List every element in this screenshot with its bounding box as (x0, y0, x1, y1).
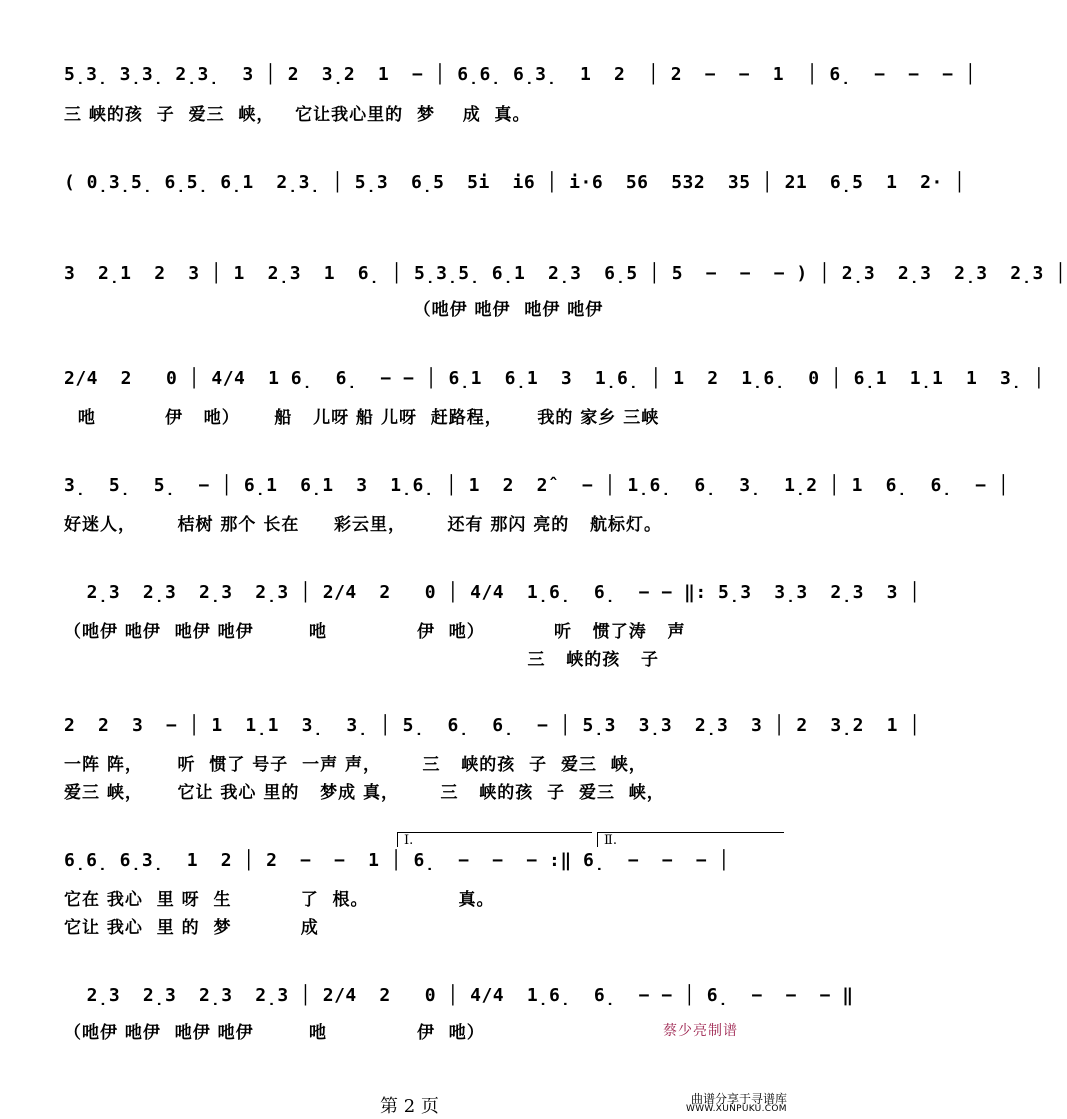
notation-line-6: 2̣3 2̣3 2̣3 2̣3 │ 2/4 2 0 │ 4/4 1̣6̣ 6̣ − − ‖: 5̣3 3̣3 2̣3 3 │ (64, 582, 921, 603)
lyric-line-8a: 它在 我心 里 呀 生 了 根。 真。 (64, 890, 495, 910)
notation-line-5: 3̣ 5̣ 5̣ − │ 6̣1 6̣1 3 1̣6̣ │ 1 2 2ˆ − │ 1̣6̣ 6̣ 3̣ 1̣2 │ 1 6̣ 6̣ − │ (64, 475, 1010, 496)
site-watermark: 曲谱分享于寻谱库 (691, 1092, 788, 1106)
notation-line-3: 3 2̣1 2 3 │ 1 2̣3 1 6̣ │ 5̣3̣5̣ 6̣1 2̣3 6̣5 │ 5 − − − ) │ 2̣3 2̣3 2̣3 2̣3 │ (64, 263, 1067, 284)
lyric-line-9a: （吔伊 吔伊 吔伊 吔伊 吔 伊 吔） (64, 1023, 485, 1043)
lyric-line-1a: 三 峡的孩 子 爱三 峡， 它让我心里的 梦 成 真。 (64, 105, 531, 125)
lyric-line-7b: 爱三 峡， 它让 我心 里的 梦成 真， 三 峡的孩 子 爱三 峡， (64, 783, 665, 803)
notation-line-7: 2 2 3 − │ 1 1̣1 3̣ 3̣ │ 5̣ 6̣ 6̣ − │ 5̣3 3̣3 2̣3 3 │ 2 3̣2 1 │ (64, 715, 921, 736)
volta-2-label: Ⅱ. (604, 833, 617, 848)
lyric-line-5a: 好迷人， 桔树 那个 长在 彩云里， 还有 那闪 亮的 航标灯。 (64, 515, 663, 535)
lyric-line-8b: 它让 我心 里 的 梦 成 (64, 918, 319, 938)
page-number: 第 2 页 (380, 1096, 439, 1117)
lyric-line-3a: （吔伊 吔伊 吔伊 吔伊 (40, 300, 604, 320)
notation-line-4: 2/4 2 0 │ 4/4 1 6̣ 6̣ − − │ 6̣1 6̣1 3 1̣6̣ │ 1 2 1̣6̣ 0 │ 6̣1 1̣1 1 3̣ │ (64, 368, 1045, 389)
site-url: WWW.XUNPUKU.COM (686, 1104, 787, 1114)
lyric-line-7a: 一阵 阵， 听 惯了 号子 一声 声， 三 峡的孩 子 爱三 峡， (64, 755, 647, 775)
notation-line-9: 2̣3 2̣3 2̣3 2̣3 │ 2/4 2 0 │ 4/4 1̣6̣ 6̣ − − │ 6̣ − − − ‖ (64, 985, 854, 1006)
lyric-line-4a: 吔 伊 吔） 船 儿呀 船 儿呀 赶路程， 我的 家乡 三峡 (64, 408, 660, 428)
volta-1-label: Ⅰ. (404, 833, 414, 848)
notation-line-2: ( 0̣3̣5̣ 6̣5̣ 6̣1 2̣3̣ │ 5̣3 6̣5 5i i6 │ i·6 56 532 35 │ 21 6̣5 1 2· │ (64, 172, 966, 193)
volta-bracket-2 (597, 832, 784, 847)
transcriber-signature: 蔡少亮制谱 (663, 1023, 738, 1039)
notation-line-1: 5̣3̣ 3̣3̣ 2̣3̣ 3 │ 2 3̣2 1 − │ 6̣6̣ 6̣3̣ 1 2 │ 2 − − 1 │ 6̣ − − − │ (64, 64, 977, 85)
notation-line-8: 6̣6̣ 6̣3̣ 1 2 │ 2 − − 1 │ 6̣ − − − :‖ 6̣ − − − │ (64, 850, 730, 871)
lyric-line-6a: （吔伊 吔伊 吔伊 吔伊 吔 伊 吔） 听 惯了涛 声 (64, 622, 686, 642)
volta-bracket-1 (397, 832, 592, 847)
lyric-line-6b: 三 峡的孩 子 (64, 650, 660, 670)
